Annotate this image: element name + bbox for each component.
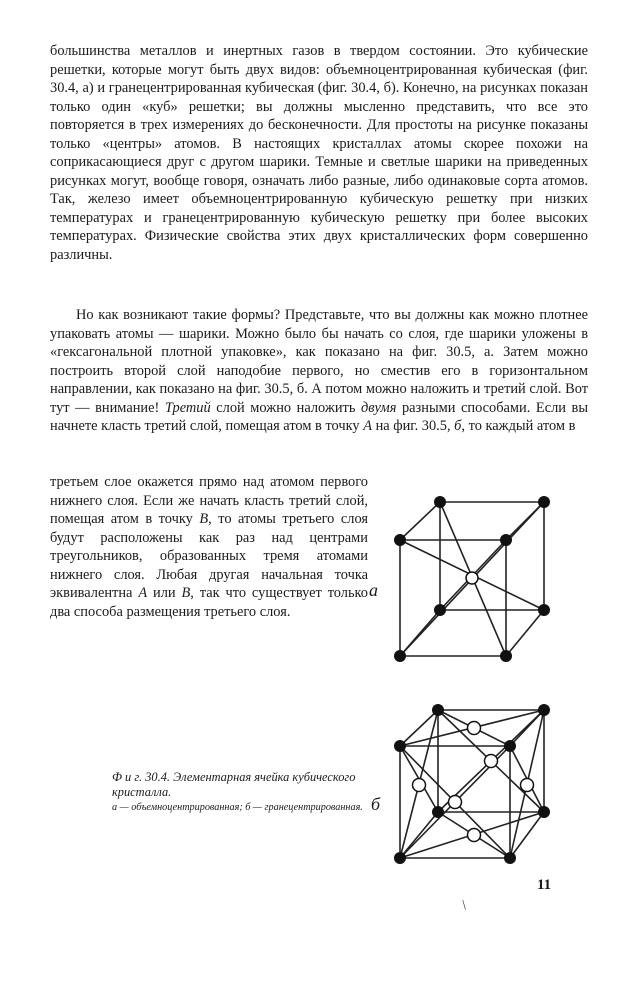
paragraph-2-text-d: на фиг. 30.5,: [371, 418, 455, 434]
paragraph-3-text-d: , так что существует только два способа размещения третьего слоя.: [50, 585, 369, 620]
figure-caption-subtitle: а — объемноцентрированная; б — гранецентрированная.: [112, 802, 363, 813]
paragraph-1: большинства металлов и инертных газов в твердом состоянии. Это кубические решетки, которые могут быть двух видов: объемноцентрированная кубическая (фиг. 30.4, а) и гранецентрированная кубическая (фиг. 30.4, б). Конечно, на рисунках показан только один «куб» решетки; вы должны мысленно представить, что все это повторяется в трех измерениях до бесконечности. Для простоты на рисунке показаны только «центры» атомов. В настоящих кристаллах атомы скорее похожи на соприкасающиеся друг с другом шарики. Темные и светлые шарики на приведенных рисунках могут, вообще говоря, означать либо разные, либо одинаковые сорта атомов. Так, железо имеет объемноцентрированную кубическую решетку при низких температурах и гранецентрированную кубическую решетку при более высоких температурах. Физические свойства этих двух кристаллических форм совершенно различны.: [50, 43, 588, 263]
paragraph-3-point-a: А: [138, 585, 148, 601]
paragraph-2-fig-b: б: [454, 418, 462, 434]
bcc-cube-figure: [388, 490, 568, 670]
paragraph-2-emphasis-two: двумя: [360, 399, 397, 416]
paragraph-3-text-a: третьем слое окажется прямо над атомом первого нижнего слоя. Если же начать класть третий слой, помещая атом в точку: [50, 474, 368, 527]
figure-caption: [112, 770, 374, 815]
paragraph-2-text-c: разными способами. Если вы начнете класть третий слой, помещая атом в точку: [50, 399, 588, 434]
paragraph-2-emphasis-third: Третий: [164, 399, 211, 416]
paragraph-3-point-b-2: В: [181, 585, 191, 601]
paragraph-2-text-e: , то каждый атом в: [461, 418, 576, 434]
stray-mark: /: [458, 898, 471, 913]
figure-label-b: б: [371, 794, 381, 814]
paragraph-3-text-c: или: [147, 585, 182, 601]
paragraph-3: [50, 473, 368, 621]
paragraph-2-point-a: А: [363, 418, 372, 434]
paragraph-3-text-b: , то атомы третьего слоя будут расположены как раз над центрами треугольников, образованных тремя атомами нижнего слоя. Любая другая начальная точка эквивалентна: [50, 511, 368, 601]
paragraph-2-text-b: слой можно наложить: [210, 399, 361, 416]
fcc-cube-figure: [388, 700, 568, 868]
paragraph-2: [50, 306, 588, 436]
figure-caption-title: Ф и г. 30.4. Элементарная ячейка кубического кристалла.: [112, 770, 356, 799]
bcc-center-atom: [466, 572, 478, 584]
paragraph-2-text-a: Но как возникают такие формы? Представьте, что вы должны как можно плотнее упаковать атомы — шарики. Можно было бы начать со слоя, где шарики уложены в «гексагональной плотной упаковке», как показано на фиг. 30.5, а. Затем можно построить второй слой наподобие первого, но сместив его в горизонтальном направлении, как показано на фиг. 30.5, б. А потом можно наложить и третий слой. Вот тут — внимание!: [50, 307, 588, 416]
page-number: 11: [537, 877, 552, 893]
figure-label-a: а: [369, 580, 378, 600]
paragraph-3-point-b: В: [199, 511, 209, 527]
